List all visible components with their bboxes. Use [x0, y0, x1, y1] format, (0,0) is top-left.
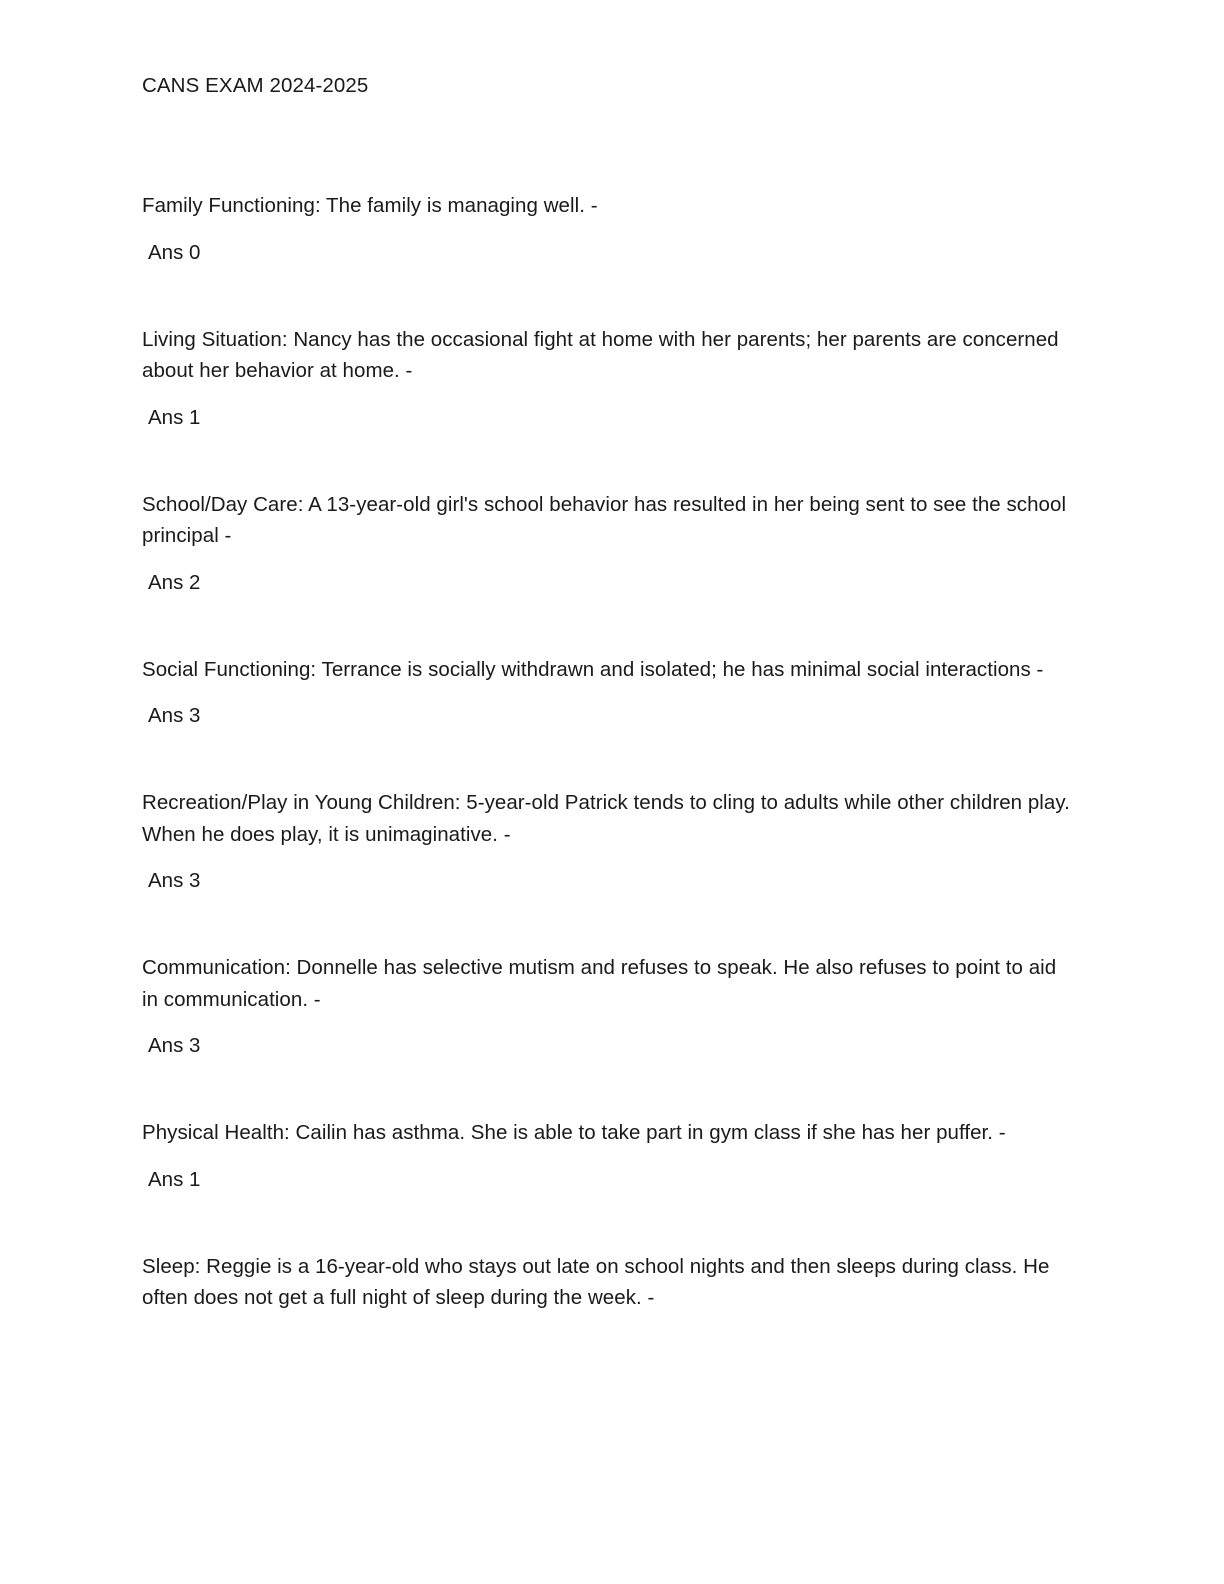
question-list	[142, 190, 1072, 1314]
document-title: CANS EXAM 2024-2025	[142, 74, 369, 97]
question-prompt: Physical Health: Cailin has asthma. She is able to take part in gym class if she has her puffer. -	[142, 1121, 1006, 1144]
question-answer: Ans 2	[148, 570, 201, 594]
question-prompt: Living Situation: Nancy has the occasional fight at home with her parents; her parents are concerned about her behavior at home. -	[142, 327, 1059, 382]
question-answer: Ans 3	[148, 869, 201, 892]
question-prompt: Sleep: Reggie is a 16-year-old who stays out late on school nights and then sleeps during class. He often does not get a full night of sleep during the week. -	[142, 1254, 1050, 1309]
question-item	[142, 324, 1072, 489]
question-item	[142, 1117, 1072, 1251]
question-answer: Ans 3	[148, 704, 201, 727]
question-prompt: Social Functioning: Terrance is socially withdrawn and isolated; he has minimal social interactions -	[142, 657, 1044, 681]
question-answer: Ans 0	[148, 240, 201, 264]
question-item	[142, 952, 1072, 1117]
question-item	[142, 1251, 1072, 1314]
question-prompt: Communication: Donnelle has selective mutism and refuses to speak. He also refuses to point to aid in communication. -	[142, 956, 1057, 1011]
question-item	[142, 190, 1072, 324]
question-prompt: Recreation/Play in Young Children: 5-year-old Patrick tends to cling to adults while other children play. When he does play, it is unimaginative. -	[142, 791, 1070, 846]
question-prompt: School/Day Care: A 13-year-old girl's school behavior has resulted in her being sent to see the school principal -	[142, 492, 1067, 547]
question-prompt: Family Functioning: The family is managing well. -	[142, 194, 598, 217]
question-item	[142, 787, 1072, 952]
question-item	[142, 654, 1072, 788]
question-answer: Ans 1	[148, 1167, 201, 1191]
question-item	[142, 489, 1072, 654]
question-answer: Ans 3	[148, 1034, 201, 1057]
question-answer: Ans 1	[148, 405, 201, 429]
